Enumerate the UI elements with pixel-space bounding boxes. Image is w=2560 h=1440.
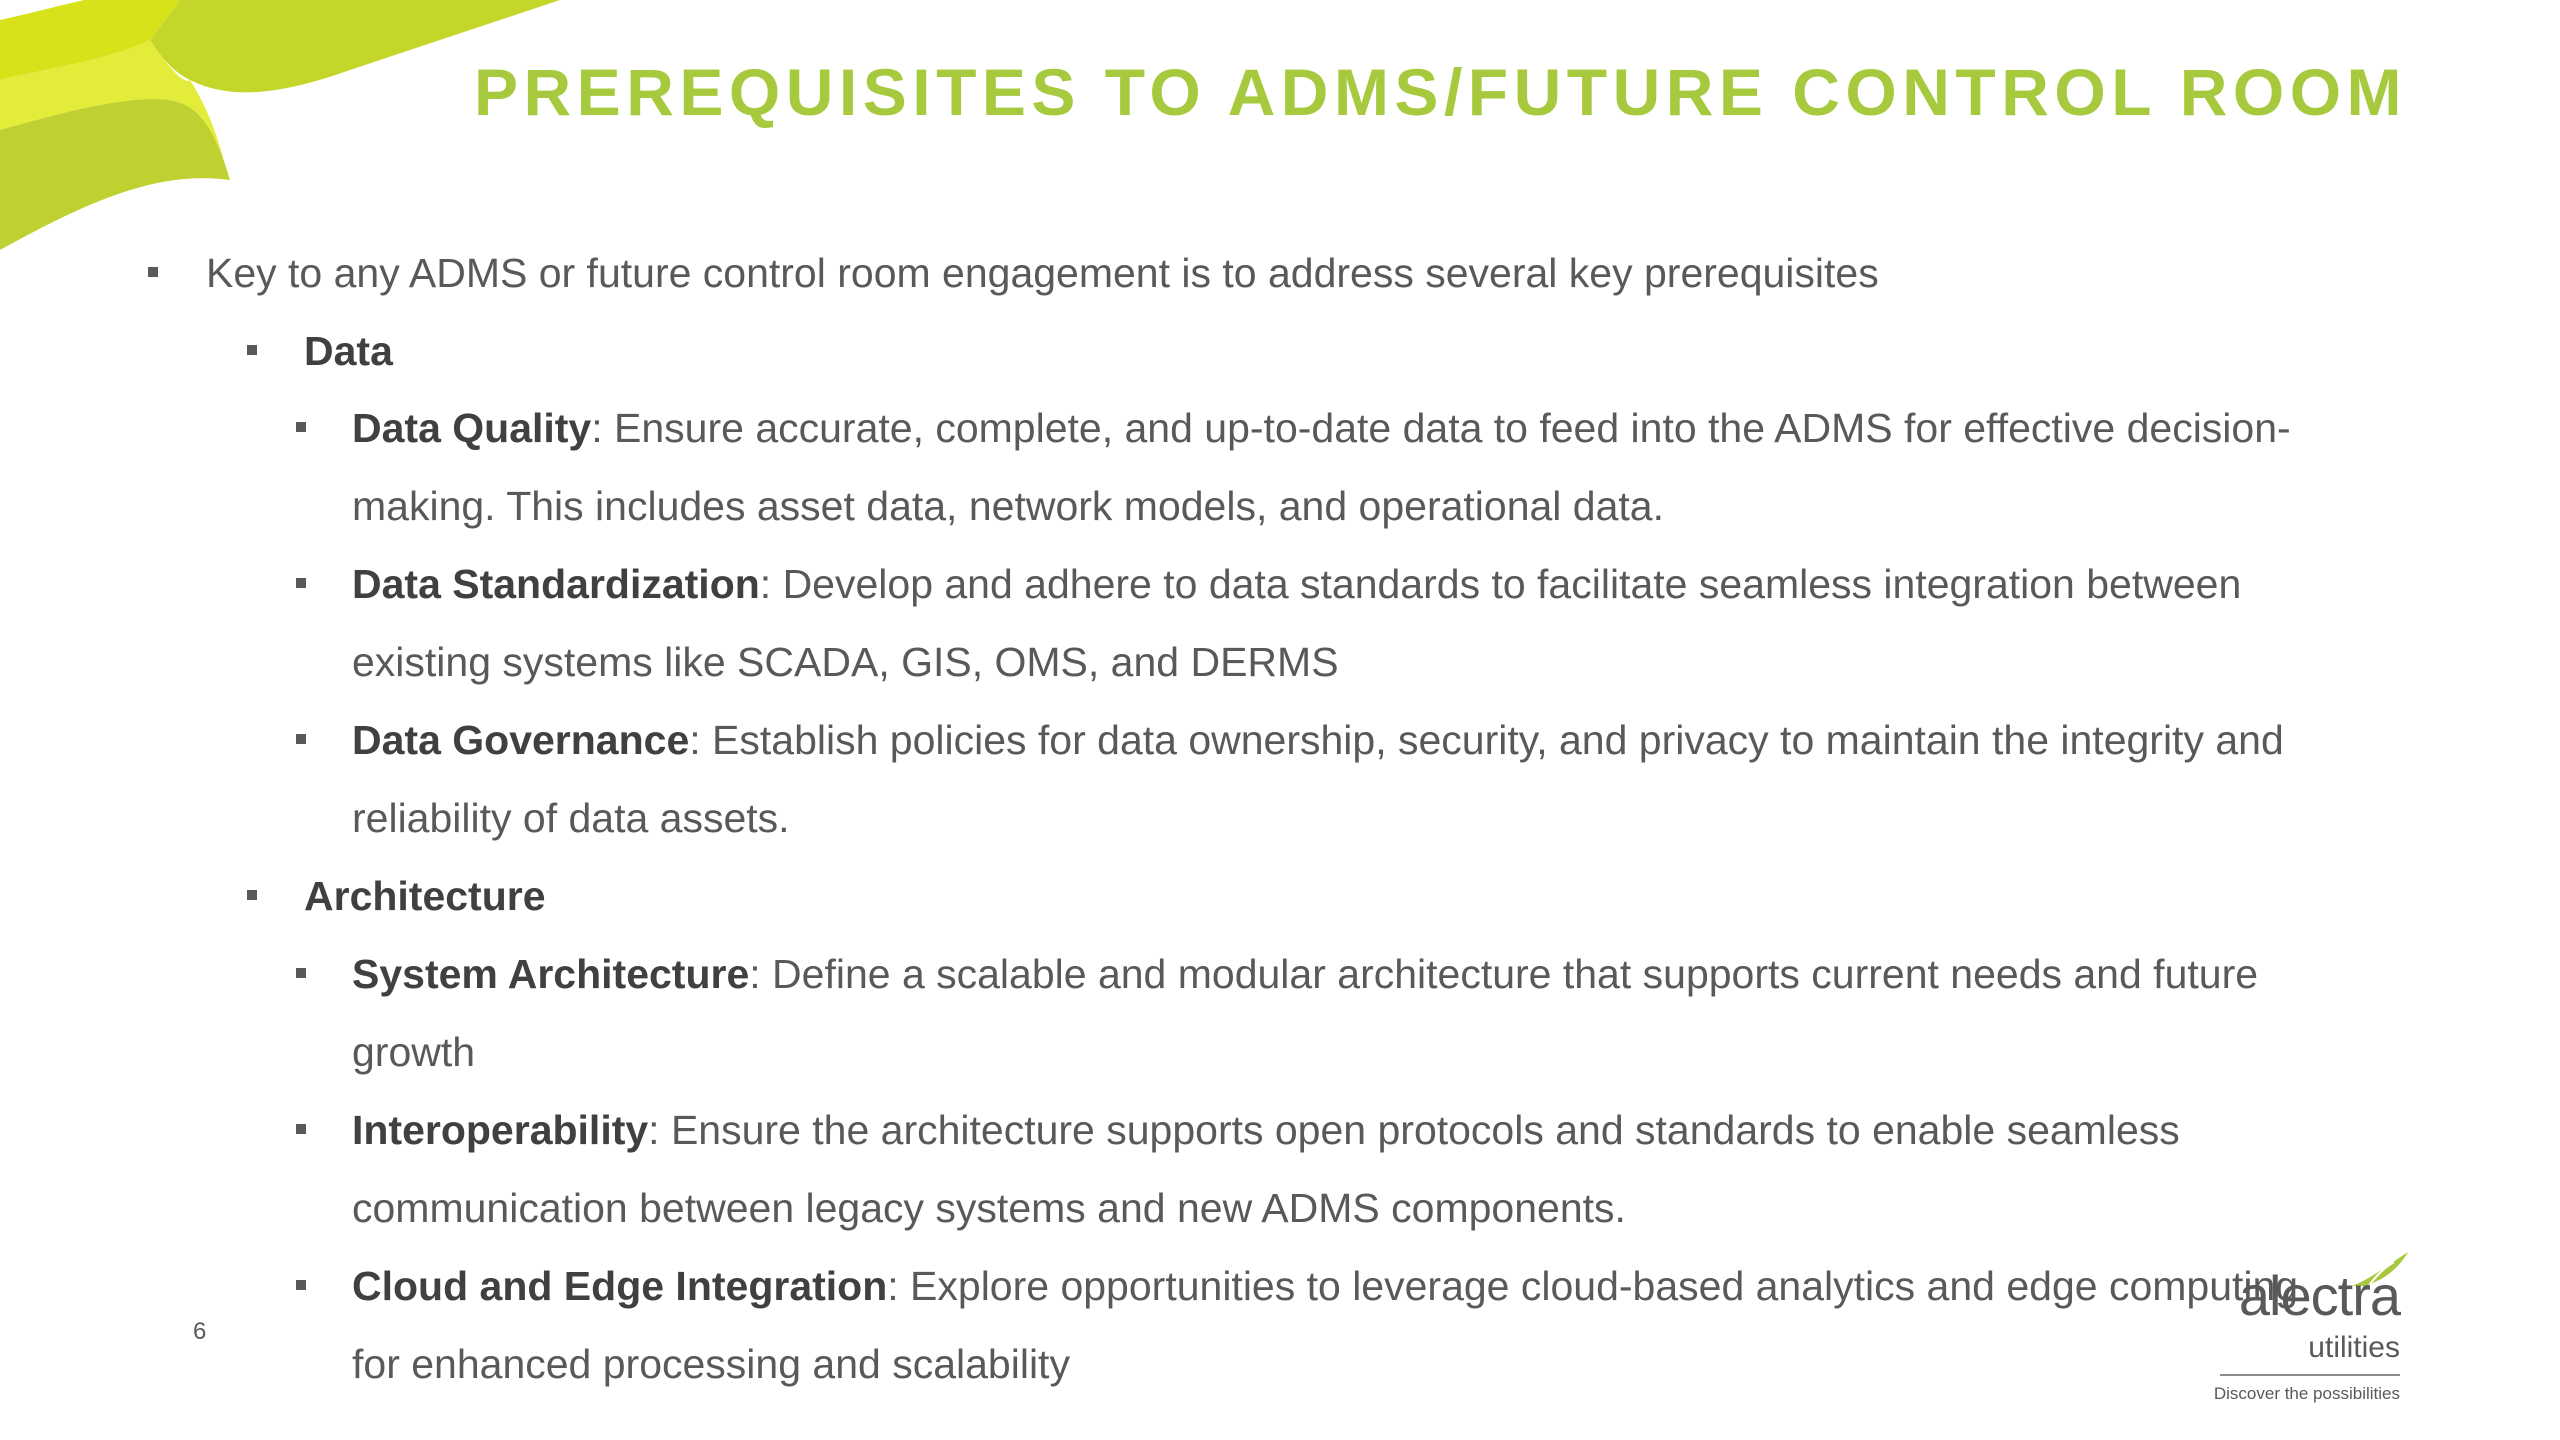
- intro-bullet: Key to any ADMS or future control room engagement is to address several key prerequisites: [206, 250, 1879, 296]
- logo-divider: [2220, 1374, 2400, 1376]
- alectra-logo: [2200, 1250, 2400, 1420]
- logo-tagline: Discover the possibilities: [2213, 1384, 2400, 1403]
- bullet-marker: [296, 578, 306, 588]
- list-item-system-architecture: [352, 949, 2258, 999]
- term-cloud-edge-integration: Cloud and Edge Integration: [352, 1263, 888, 1309]
- bullet-marker: [296, 422, 306, 432]
- slide-title: PREREQUISITES TO ADMS/FUTURE CONTROL ROOM: [474, 55, 2408, 129]
- section-heading-architecture: Architecture: [304, 873, 546, 919]
- item-text-continuation: reliability of data assets.: [352, 795, 790, 841]
- list-item-data-governance: [352, 715, 2284, 765]
- logo-name: alectra: [2238, 1264, 2400, 1327]
- page-number: 6: [193, 1318, 207, 1345]
- item-text: : Define a scalable and modular architecture that supports current needs and future: [749, 951, 2259, 997]
- list-item-interoperability: [352, 1105, 2180, 1155]
- term-system-architecture: System Architecture: [352, 951, 750, 997]
- bullet-marker: [247, 890, 257, 900]
- section-heading-data: Data: [304, 328, 393, 374]
- list-item-cloud-edge-integration: [352, 1261, 2298, 1311]
- item-text: : Develop and adhere to data standards to facilitate seamless integration between: [759, 561, 2242, 607]
- bullet-marker: [247, 345, 257, 355]
- bullet-marker: [296, 734, 306, 744]
- list-item-data-standardization: [352, 559, 2241, 609]
- term-interoperability: Interoperability: [352, 1107, 649, 1153]
- term-data-governance: Data Governance: [352, 717, 690, 763]
- item-text: : Explore opportunities to leverage cloud-based analytics and edge computing: [887, 1263, 2299, 1309]
- term-data-quality: Data Quality: [352, 405, 592, 451]
- bullet-marker: [148, 267, 158, 277]
- item-text-continuation: communication between legacy systems and new ADMS components.: [352, 1185, 1626, 1231]
- bullet-marker: [296, 1124, 306, 1134]
- item-text: : Ensure accurate, complete, and up-to-date data to feed into the ADMS for effective decision-: [591, 405, 2291, 451]
- bullet-marker: [296, 968, 306, 978]
- item-text-continuation: growth: [352, 1029, 476, 1075]
- item-text-continuation: existing systems like SCADA, GIS, OMS, and DERMS: [352, 639, 1339, 685]
- item-text: : Ensure the architecture supports open protocols and standards to enable seamless: [648, 1107, 2180, 1153]
- item-text-continuation: for enhanced processing and scalability: [352, 1341, 1070, 1387]
- term-data-standardization: Data Standardization: [352, 561, 760, 607]
- item-text-continuation: making. This includes asset data, network models, and operational data.: [352, 483, 1664, 529]
- item-text: : Establish policies for data ownership, security, and privacy to maintain the integrity and: [689, 717, 2284, 763]
- list-item-data-quality: [352, 403, 2291, 453]
- bullet-marker: [296, 1280, 306, 1290]
- logo-sub: utilities: [2308, 1331, 2400, 1364]
